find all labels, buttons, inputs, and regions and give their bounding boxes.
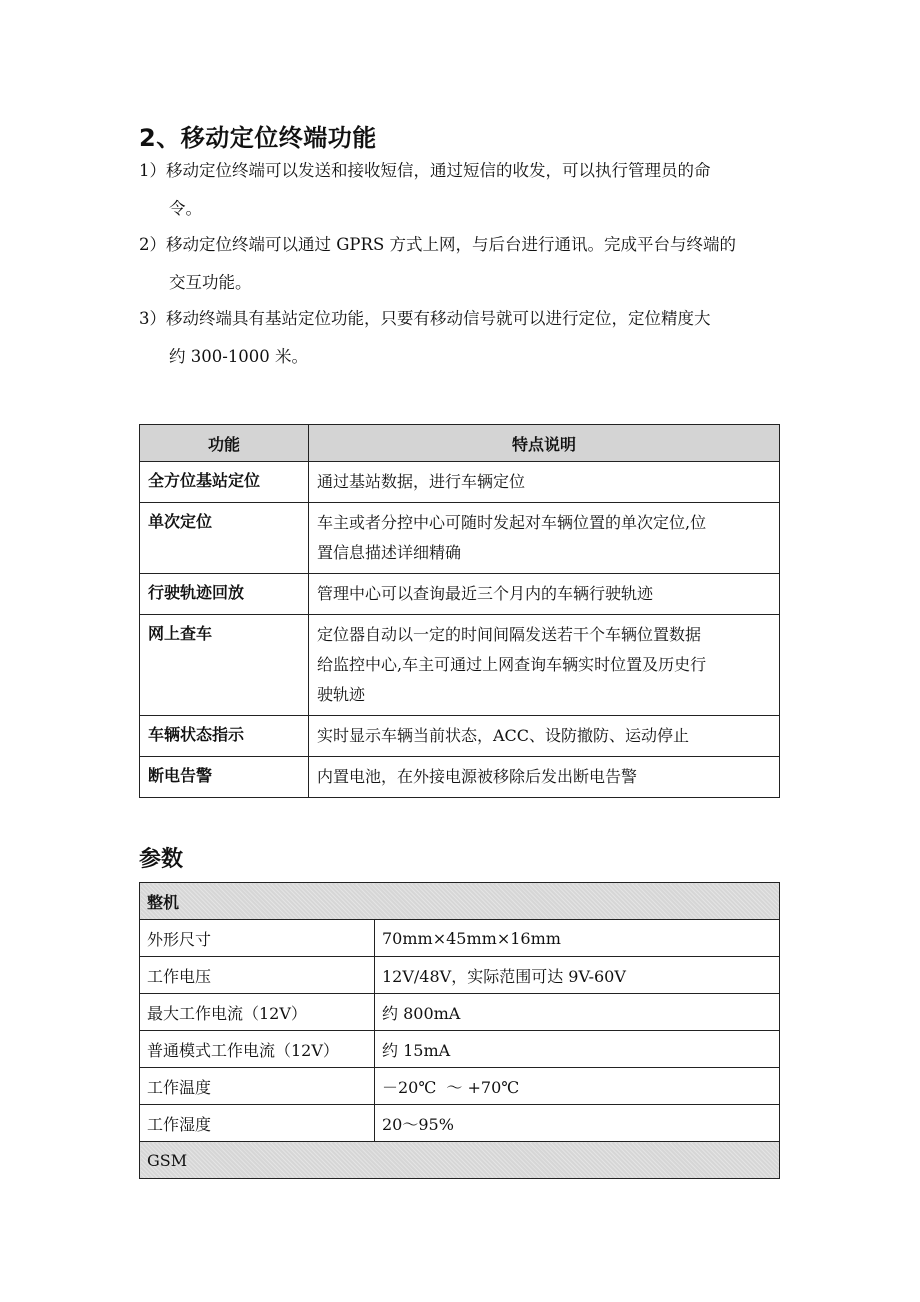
param-value: 12V/48V，实际范围可达 9V-60V bbox=[375, 957, 780, 994]
paragraph-2: 2）移动定位终端可以通过 GPRS 方式上网，与后台进行通讯。完成平台与终端的 交互功能。 bbox=[139, 235, 736, 292]
param-value: 20～95% bbox=[375, 1105, 780, 1142]
param-value: 约 15mA bbox=[375, 1031, 780, 1068]
table-row bbox=[140, 1105, 780, 1142]
section-label: GSM bbox=[140, 1142, 780, 1179]
header-function: 功能 bbox=[140, 425, 309, 462]
params-table bbox=[139, 882, 780, 1179]
section-label: 整机 bbox=[140, 883, 780, 920]
feature-name: 行驶轨迹回放 bbox=[140, 574, 309, 615]
table-row bbox=[140, 574, 780, 615]
table-row bbox=[140, 920, 780, 957]
feature-desc: 通过基站数据，进行车辆定位 bbox=[309, 462, 780, 503]
table-row bbox=[140, 1068, 780, 1105]
table-row bbox=[140, 462, 780, 503]
param-key: 工作温度 bbox=[140, 1068, 375, 1105]
table-row bbox=[140, 757, 780, 798]
feature-desc: 实时显示车辆当前状态，ACC、设防撤防、运动停止 bbox=[309, 716, 780, 757]
feature-desc: 内置电池，在外接电源被移除后发出断电告警 bbox=[309, 757, 780, 798]
table-header-row bbox=[140, 425, 780, 462]
table-row bbox=[140, 994, 780, 1031]
feature-desc: 车主或者分控中心可随时发起对车辆位置的单次定位,位 置信息描述详细精确 bbox=[309, 503, 780, 574]
param-key: 工作湿度 bbox=[140, 1105, 375, 1142]
param-value: 约 800mA bbox=[375, 994, 780, 1031]
table-row bbox=[140, 1031, 780, 1068]
table-row bbox=[140, 716, 780, 757]
feature-desc: 定位器自动以一定的时间间隔发送若干个车辆位置数据 给监控中心,车主可通过上网查询车辆实时位置及历史行 驶轨迹 bbox=[309, 615, 780, 716]
section-heading: 2、移动定位终端功能 bbox=[139, 124, 377, 152]
param-value: －20℃ ～ +70℃ bbox=[375, 1068, 780, 1105]
feature-name: 车辆状态指示 bbox=[140, 716, 309, 757]
param-key: 最大工作电流（12V） bbox=[140, 994, 375, 1031]
feature-name: 网上查车 bbox=[140, 615, 309, 716]
table-row bbox=[140, 957, 780, 994]
section-row-gsm bbox=[140, 1142, 780, 1179]
param-value: 70mm×45mm×16mm bbox=[375, 920, 780, 957]
feature-name: 单次定位 bbox=[140, 503, 309, 574]
param-key: 外形尺寸 bbox=[140, 920, 375, 957]
feature-name: 全方位基站定位 bbox=[140, 462, 309, 503]
param-key: 普通模式工作电流（12V） bbox=[140, 1031, 375, 1068]
params-heading: 参数 bbox=[139, 847, 184, 872]
section-row-whole bbox=[140, 883, 780, 920]
paragraph-1: 1）移动定位终端可以发送和接收短信，通过短信的收发，可以执行管理员的命 令。 bbox=[139, 161, 711, 218]
paragraph-3: 3）移动终端具有基站定位功能，只要有移动信号就可以进行定位，定位精度大 约 300-1000 米。 bbox=[139, 309, 711, 366]
param-key: 工作电压 bbox=[140, 957, 375, 994]
table-row bbox=[140, 503, 780, 574]
table-row bbox=[140, 615, 780, 716]
features-table bbox=[139, 424, 780, 798]
feature-name: 断电告警 bbox=[140, 757, 309, 798]
feature-desc: 管理中心可以查询最近三个月内的车辆行驶轨迹 bbox=[309, 574, 780, 615]
header-description: 特点说明 bbox=[309, 425, 780, 462]
